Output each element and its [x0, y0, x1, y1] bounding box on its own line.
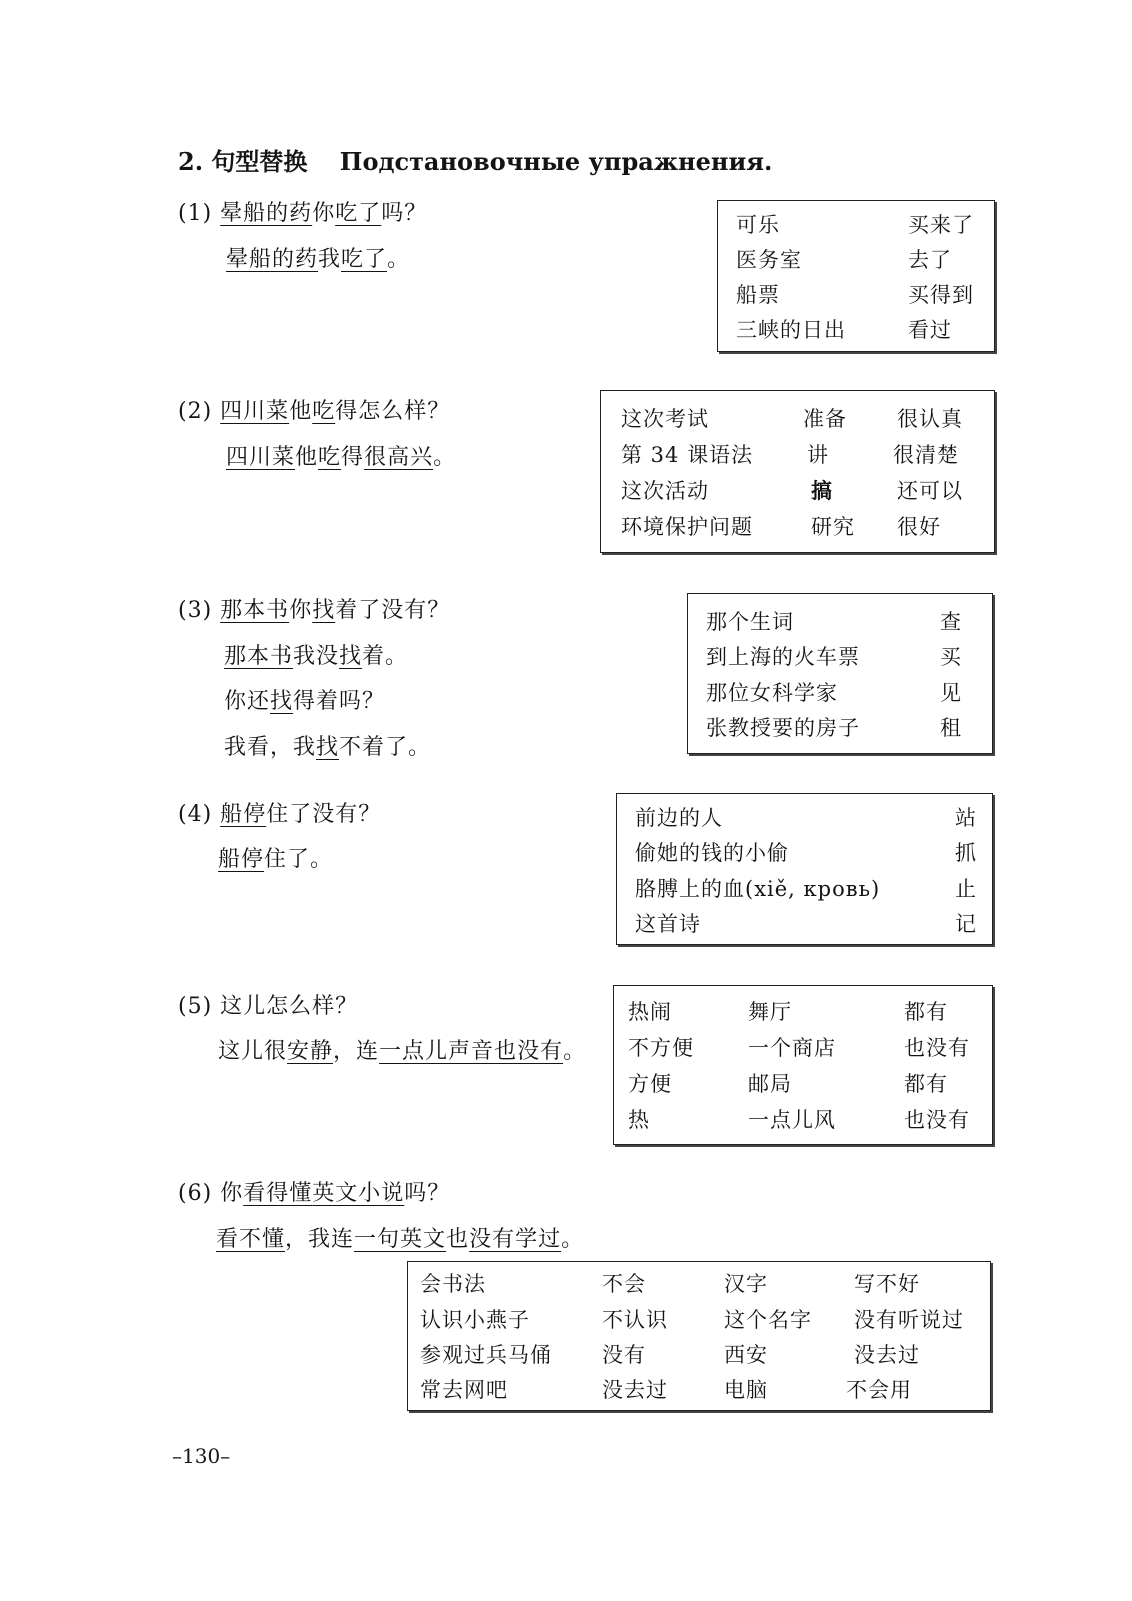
- slot: 看不懂: [216, 1227, 286, 1252]
- cell-text: 抓: [955, 841, 977, 865]
- cell-text: 他: [289, 399, 313, 424]
- slot: 那本书: [224, 644, 294, 669]
- cell-text: 我没: [293, 644, 340, 669]
- slot: 吃: [318, 445, 342, 470]
- ex4-substitution-box: [616, 793, 993, 945]
- cell-text: 这儿很: [218, 1039, 288, 1064]
- cell-text: 很认真: [897, 407, 963, 431]
- box-row: [614, 1068, 992, 1104]
- cell-text: 没有: [602, 1343, 646, 1367]
- cell-text: 邮局: [748, 1072, 792, 1096]
- slot: 一句: [354, 1227, 401, 1252]
- box-row: [688, 641, 992, 677]
- ex3-line3: [224, 684, 385, 715]
- box-row: [617, 908, 992, 944]
- cell-text: 查: [940, 610, 962, 634]
- cell-text: 没去过: [602, 1378, 668, 1402]
- cell-text: 也: [446, 1227, 470, 1252]
- box-row: [614, 1104, 992, 1140]
- cell-text: 你还: [224, 689, 271, 714]
- cell-text: 这次活动: [621, 479, 709, 503]
- ex-label: (1): [178, 201, 213, 226]
- cell-text: 看过: [908, 318, 952, 342]
- slot: 没有学过: [469, 1227, 562, 1252]
- slot: 晕船的药: [226, 247, 319, 272]
- cell-text: 你: [289, 598, 313, 623]
- cell-text: 到上海的火车票: [706, 645, 860, 669]
- ex5-answer: [218, 1034, 586, 1065]
- ex5-question: [178, 989, 358, 1020]
- ex1-question: [178, 196, 427, 227]
- ex6-question: [178, 1176, 450, 1207]
- slot: 吃: [312, 399, 336, 424]
- page-number: –130–: [172, 1444, 231, 1468]
- cell-text: 可乐: [736, 213, 780, 237]
- cell-text: 没去过: [854, 1343, 920, 1367]
- ex4-question: [178, 797, 381, 828]
- cell-text: 没有听说过: [854, 1308, 964, 1332]
- section-number: 2.: [178, 147, 204, 176]
- cell-text: 得着吗？: [293, 689, 386, 714]
- cell-text: 你: [220, 1181, 244, 1206]
- box-row: [601, 475, 994, 511]
- slot: 四川菜: [220, 399, 290, 424]
- cell-text: 得: [341, 445, 365, 470]
- box-row: [408, 1268, 990, 1304]
- cell-text: 张教授要的房子: [706, 716, 860, 740]
- cell-text: 去了: [908, 248, 952, 272]
- cell-text: 偷她的钱的小偷: [635, 841, 789, 865]
- ex-label: (5): [178, 994, 213, 1019]
- cell-text: 那个生词: [706, 610, 794, 634]
- cell-text: 止: [955, 877, 977, 901]
- cell-text: 这次考试: [621, 407, 709, 431]
- cell-text: 写不好: [854, 1272, 920, 1296]
- cell-text: 我看，我: [224, 735, 317, 760]
- ex-label: (2): [178, 399, 213, 424]
- cell-text: 。: [387, 247, 411, 272]
- slot: 找: [316, 735, 340, 760]
- cell-text: 环境保护问题: [621, 515, 753, 539]
- slot: 停: [243, 802, 267, 827]
- ex3-substitution-box: [687, 593, 993, 754]
- slot: 四川菜: [226, 445, 296, 470]
- box-row: [617, 837, 992, 873]
- cell-text: 参观过兵马俑: [420, 1343, 552, 1367]
- ex-label: (4): [178, 802, 213, 827]
- box-row: [614, 1032, 992, 1068]
- cell-text: 也没有: [904, 1108, 970, 1132]
- ex5-substitution-box: [613, 985, 993, 1145]
- cell-text: 你: [312, 201, 336, 226]
- cell-text: 还可以: [897, 479, 963, 503]
- ex1-substitution-box: [717, 200, 995, 352]
- section-heading: [178, 142, 772, 177]
- cell-text: 医务室: [736, 248, 802, 272]
- cell-text: 不会: [602, 1272, 646, 1296]
- ex3-line1: [178, 593, 450, 624]
- slot: 那本书: [220, 598, 290, 623]
- section-title-ru: Подстановочные упражнения.: [339, 147, 773, 176]
- ex6-substitution-box: [407, 1261, 991, 1411]
- cell-text: 搞: [811, 478, 833, 503]
- box-row: [601, 403, 994, 439]
- cell-text: 不着了。: [339, 735, 432, 760]
- cell-text: 很清楚: [893, 443, 959, 467]
- cell-text: 也没有: [904, 1036, 970, 1060]
- cell-text: 记: [955, 912, 977, 936]
- cell-text: ，我连: [285, 1227, 355, 1252]
- slot: 也没有: [494, 1039, 564, 1064]
- cell-text: 。: [433, 445, 457, 470]
- slot: 安静: [287, 1039, 334, 1064]
- box-row: [718, 314, 994, 350]
- box-row: [408, 1374, 990, 1410]
- ex3-line4: [224, 730, 431, 761]
- cell-text: 买来了: [908, 213, 974, 237]
- cell-text: 船票: [736, 283, 780, 307]
- cell-text: 热闹: [628, 1000, 672, 1024]
- box-row: [718, 279, 994, 315]
- cell-text: 吗？: [404, 1181, 451, 1206]
- slot: 找: [270, 689, 294, 714]
- box-row: [601, 511, 994, 547]
- cell-text: 住了没有？: [266, 802, 382, 827]
- box-row: [688, 712, 992, 748]
- cell-text: 电脑: [724, 1378, 768, 1402]
- slot: 停: [241, 847, 265, 872]
- ex3-line2: [224, 639, 408, 670]
- cell-text: 都有: [904, 1000, 948, 1024]
- slot: 吃了: [335, 201, 382, 226]
- ex2-question: [178, 394, 450, 425]
- box-row: [718, 244, 994, 280]
- box-row: [601, 439, 994, 475]
- cell-text: 会书法: [420, 1272, 486, 1296]
- cell-text: 不方便: [628, 1036, 694, 1060]
- slot: 吃了: [341, 247, 388, 272]
- cell-text: 一点儿风: [748, 1108, 836, 1132]
- cell-text: 胳膊上的血(xiě, кровь): [635, 877, 881, 901]
- slot: 很高兴: [364, 445, 434, 470]
- cell-text: 很好: [897, 515, 941, 539]
- cell-text: 讲: [807, 443, 829, 467]
- cell-text: 着。: [362, 644, 409, 669]
- cell-text: 着了没有？: [335, 598, 451, 623]
- cell-text: 认识小燕子: [420, 1308, 530, 1332]
- cell-text: 前边的人: [635, 806, 723, 830]
- cell-text: 得怎么样？: [335, 399, 451, 424]
- cell-text: 这个名字: [724, 1308, 812, 1332]
- box-row: [617, 873, 992, 909]
- slot: 船: [218, 847, 242, 872]
- cell-text: 舞厅: [748, 1000, 792, 1024]
- cell-text: 三峡的日出: [736, 318, 846, 342]
- slot: 英文: [400, 1227, 447, 1252]
- ex2-answer: [226, 440, 456, 471]
- slot: 找: [339, 644, 363, 669]
- cell-text: ，连: [333, 1039, 380, 1064]
- ex-label: (6): [178, 1181, 213, 1206]
- ex6-answer: [216, 1222, 584, 1253]
- box-row: [718, 209, 994, 245]
- cell-text: 。: [561, 1227, 585, 1252]
- ex1-answer: [226, 242, 410, 273]
- cell-text: 热: [628, 1108, 650, 1132]
- cell-text: 吗？: [381, 201, 428, 226]
- slot: 找: [312, 598, 336, 623]
- cell-text: 一个商店: [748, 1036, 836, 1060]
- cell-text: 西安: [724, 1343, 768, 1367]
- slot: 晕船的药: [220, 201, 313, 226]
- box-row: [688, 606, 992, 642]
- box-row: [408, 1304, 990, 1340]
- cell-text: 我: [318, 247, 342, 272]
- box-row: [617, 802, 992, 838]
- cell-text: 准备: [803, 407, 847, 431]
- cell-text: 买: [940, 645, 962, 669]
- box-row: [614, 996, 992, 1032]
- cell-text: 站: [955, 806, 977, 830]
- cell-text: 都有: [904, 1072, 948, 1096]
- cell-text: 不会用: [846, 1378, 912, 1402]
- section-title-zh: 句型替换: [211, 147, 308, 176]
- cell-text: 。: [563, 1039, 587, 1064]
- cell-text: 这首诗: [635, 912, 701, 936]
- cell-text: 租: [940, 716, 962, 740]
- slot: 英文小说: [312, 1181, 405, 1206]
- slot: 船: [220, 802, 244, 827]
- slot: 一点儿声音: [379, 1039, 495, 1064]
- box-row: [688, 677, 992, 713]
- ex4-answer: [218, 842, 333, 873]
- box-row: [408, 1339, 990, 1375]
- cell-text: 常去网吧: [420, 1378, 508, 1402]
- cell-text: 汉字: [724, 1272, 768, 1296]
- ex-label: (3): [178, 598, 213, 623]
- cell-text: 见: [940, 681, 962, 705]
- ex2-substitution-box: [600, 390, 995, 553]
- cell-text: 第 34 课语法: [621, 443, 754, 467]
- cell-text: 这儿怎么样？: [220, 994, 359, 1019]
- slot: 看得懂: [243, 1181, 313, 1206]
- cell-text: 他: [295, 445, 319, 470]
- cell-text: 不认识: [602, 1308, 668, 1332]
- cell-text: 买得到: [908, 283, 974, 307]
- cell-text: 方便: [628, 1072, 672, 1096]
- cell-text: 那位女科学家: [706, 681, 838, 705]
- cell-text: 研究: [811, 515, 855, 539]
- cell-text: 住了。: [264, 847, 334, 872]
